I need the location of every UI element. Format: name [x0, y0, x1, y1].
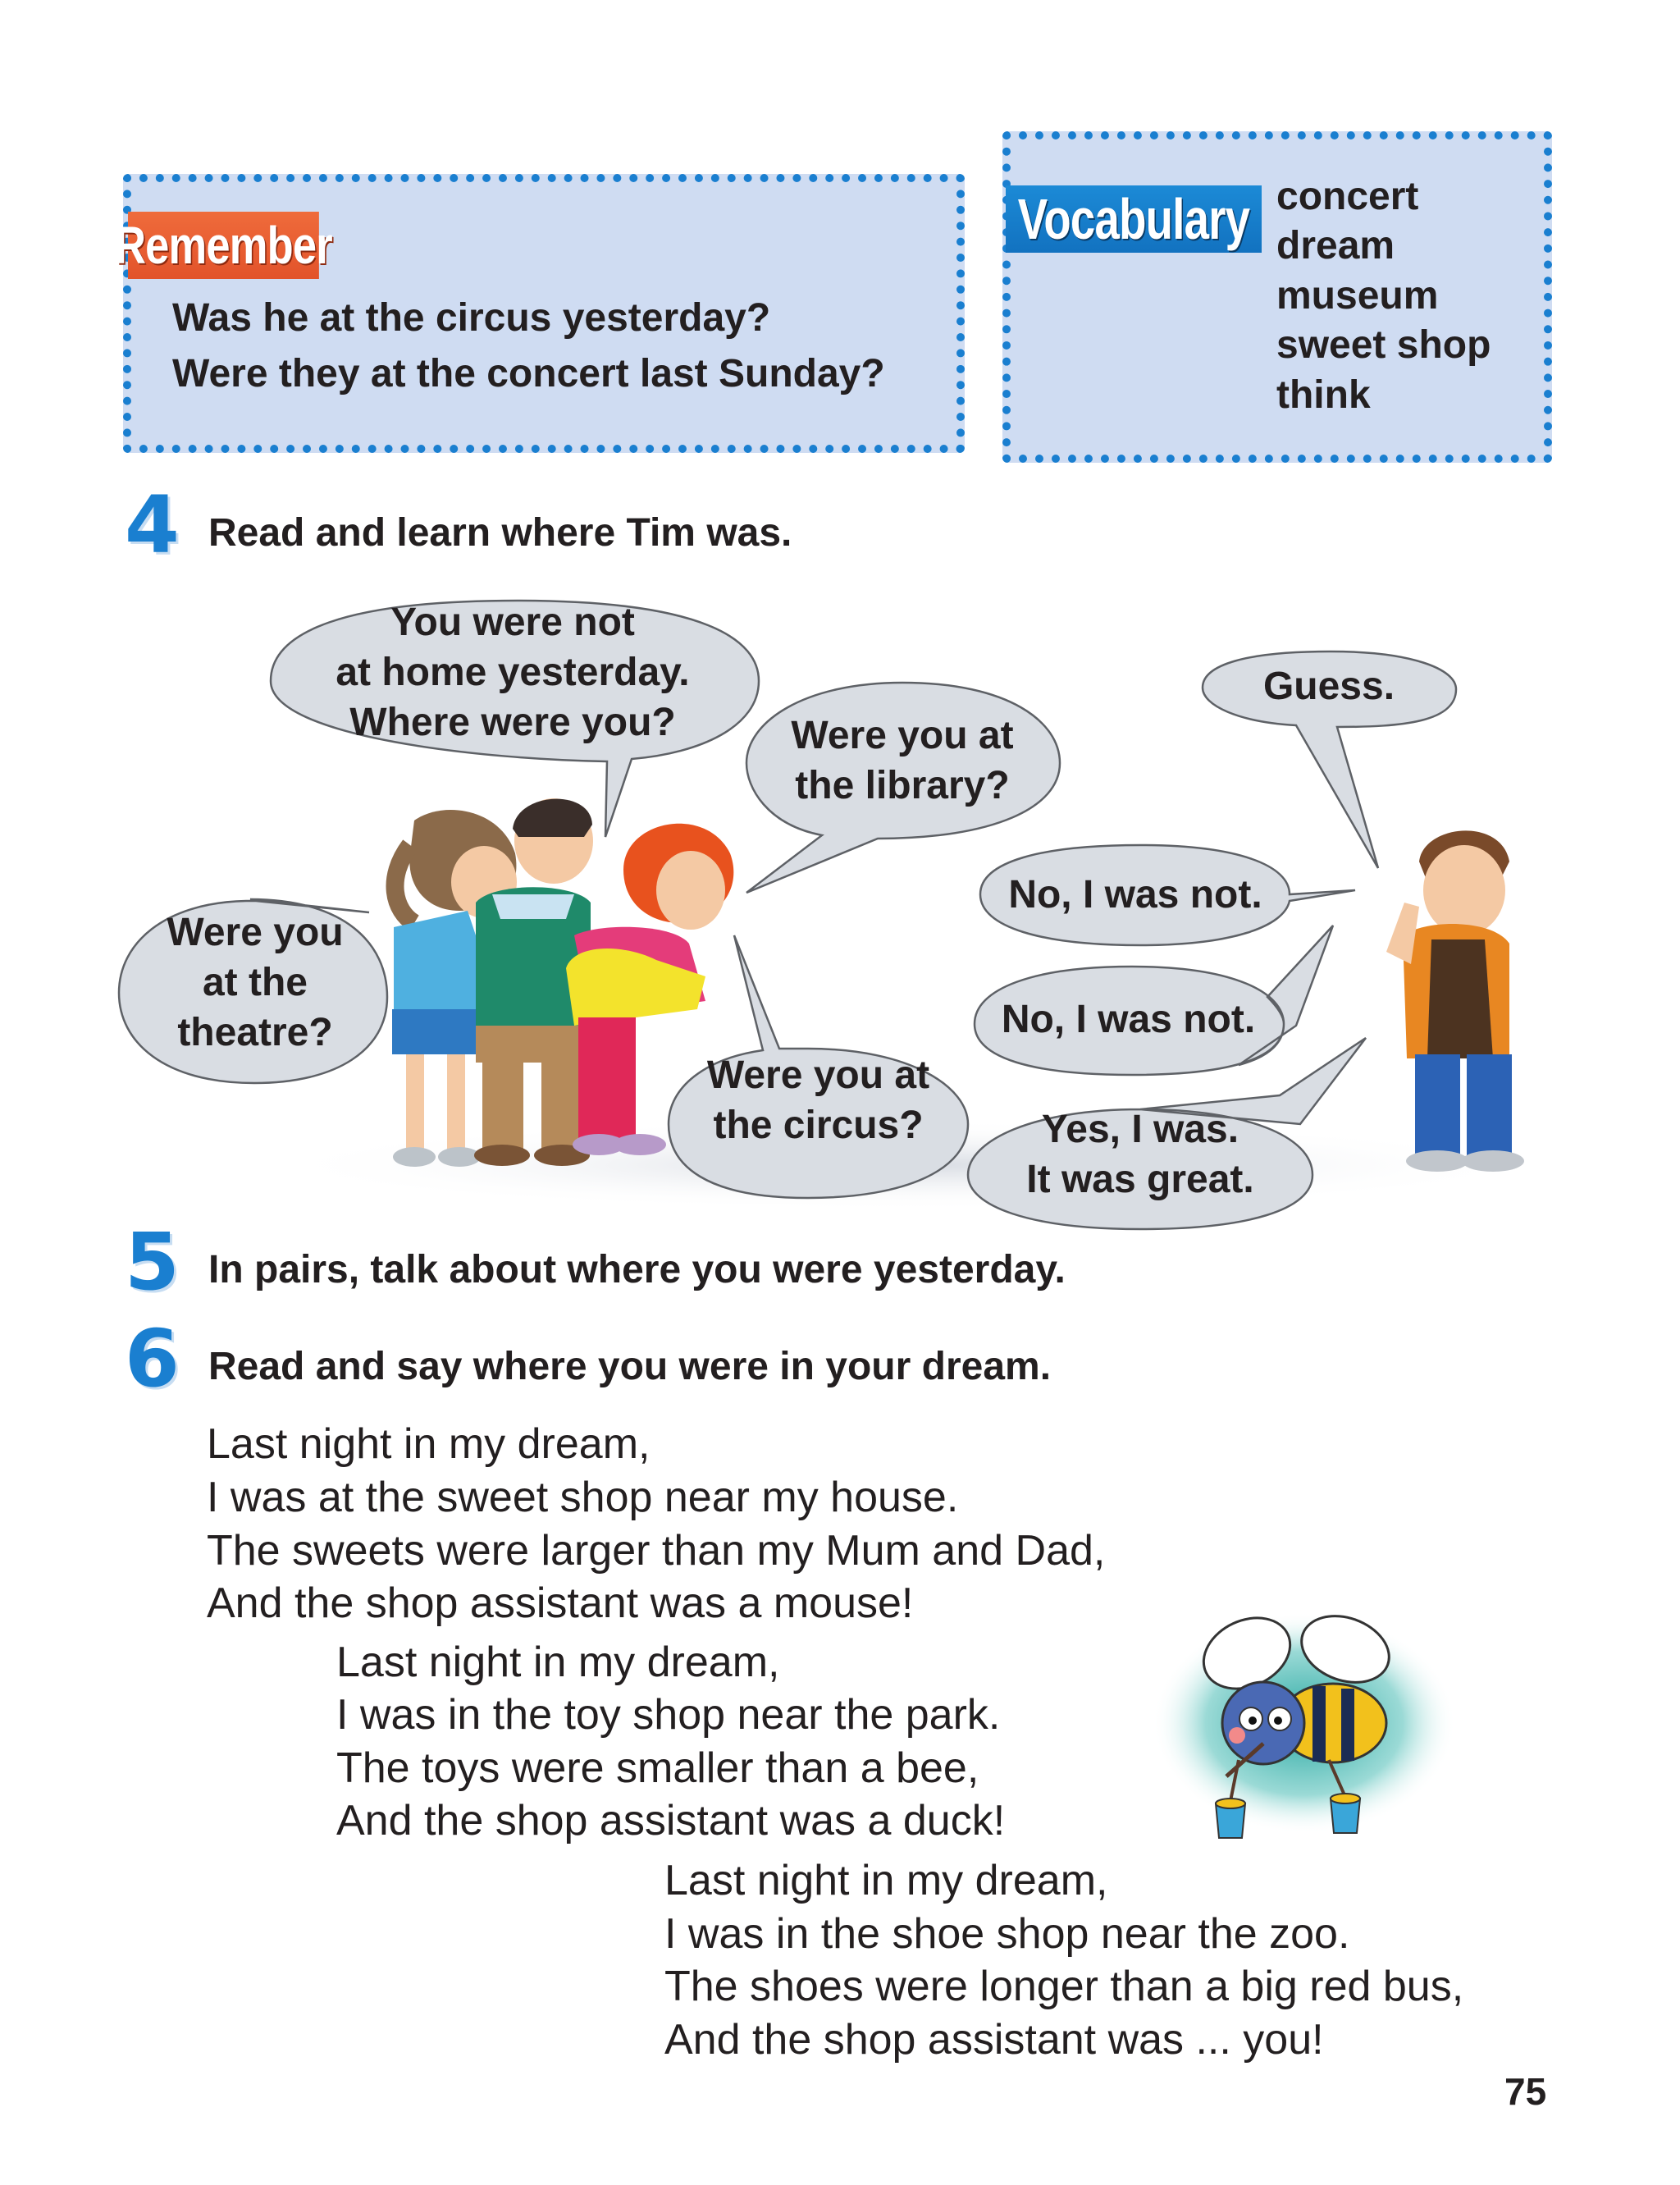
bubble-7-line-2: the circus?: [713, 1104, 924, 1147]
bubble-7-line-1: Were you at: [706, 1054, 930, 1097]
bubble-4-text: [980, 870, 1290, 920]
poem-s2-line-1: Last night in my dream,: [336, 1639, 780, 1686]
poem-s3-line-3: The shoes were longer than a big red bus,: [664, 1963, 1464, 2010]
boy-tim: [1386, 830, 1524, 1172]
poem-s1-line-3: The sweets were larger than my Mum and Dad,: [207, 1527, 1106, 1575]
vocab-word-sweet-shop: sweet shop: [1276, 323, 1491, 367]
bubble-5-text: [123, 907, 387, 1058]
poem-s1-line-4: And the shop assistant was a mouse!: [207, 1579, 914, 1627]
exercise-5-title: In pairs, talk about where you were yesterday.: [208, 1248, 1066, 1291]
bubble-2-line-1: Were you at: [791, 714, 1014, 757]
bubble-5-line-2: at the: [202, 961, 308, 1004]
exercise-6-title: Read and say where you were in your dream.: [208, 1345, 1052, 1388]
vocab-word-dream: dream: [1276, 224, 1395, 267]
bubble-5-line-1: Were you: [167, 911, 344, 954]
remember-line-1: Was he at the circus yesterday?: [172, 296, 771, 340]
bubble-1-text: [271, 597, 755, 747]
remember-line-2: Were they at the concert last Sunday?: [172, 352, 885, 395]
bubble-3-line-1: Guess.: [1262, 665, 1395, 708]
bubble-1-line-2: at home yesterday.: [336, 651, 690, 694]
poem-s2-line-3: The toys were smaller than a bee,: [336, 1744, 979, 1792]
poem-s1-line-1: Last night in my dream,: [207, 1420, 651, 1468]
bubble-4-line-1: No, I was not.: [1008, 873, 1262, 917]
poem-s3-line-1: Last night in my dream,: [664, 1857, 1108, 1904]
exercise-6-number: 6: [125, 1313, 180, 1405]
vocab-word-museum: museum: [1276, 274, 1439, 318]
bubble-1-line-1: You were not: [390, 601, 635, 644]
bubble-3-text: [1203, 661, 1455, 711]
bubble-6-text: [975, 994, 1282, 1045]
bubble-8-line-1: Yes, I was.: [1041, 1108, 1239, 1151]
bee-illustration: [1148, 1608, 1460, 1854]
remember-label: Remember: [128, 212, 319, 279]
poem-s3-line-2: I was in the shoe shop near the zoo.: [664, 1910, 1350, 1958]
bubble-5-line-3: theatre?: [177, 1011, 333, 1054]
poem-s1-line-2: I was at the sweet shop near my house.: [207, 1474, 959, 1521]
bubble-6-line-1: No, I was not.: [1001, 998, 1256, 1041]
bubble-2-text: [755, 711, 1050, 811]
bubble-8-line-2: It was great.: [1026, 1158, 1254, 1201]
exercise-4-number: 4: [125, 479, 180, 571]
exercise-4-title: Read and learn where Tim was.: [208, 511, 792, 555]
bubble-2-line-2: the library?: [795, 764, 1010, 807]
vocabulary-label: Vocabulary: [1006, 185, 1262, 253]
exercise-5-number: 5: [125, 1216, 180, 1308]
bubble-7-text: [669, 1050, 968, 1150]
bubble-1-line-3: Where were you?: [349, 701, 676, 744]
poem-s3-line-4: And the shop assistant was ... you!: [664, 2016, 1324, 2064]
poem-s2-line-4: And the shop assistant was a duck!: [336, 1797, 1006, 1844]
vocab-word-think: think: [1276, 373, 1371, 417]
bubble-8-text: [968, 1104, 1312, 1204]
vocab-word-concert: concert: [1276, 175, 1419, 218]
poem-s2-line-2: I was in the toy shop near the park.: [336, 1691, 1001, 1739]
page-number: 75: [1504, 2070, 1547, 2113]
